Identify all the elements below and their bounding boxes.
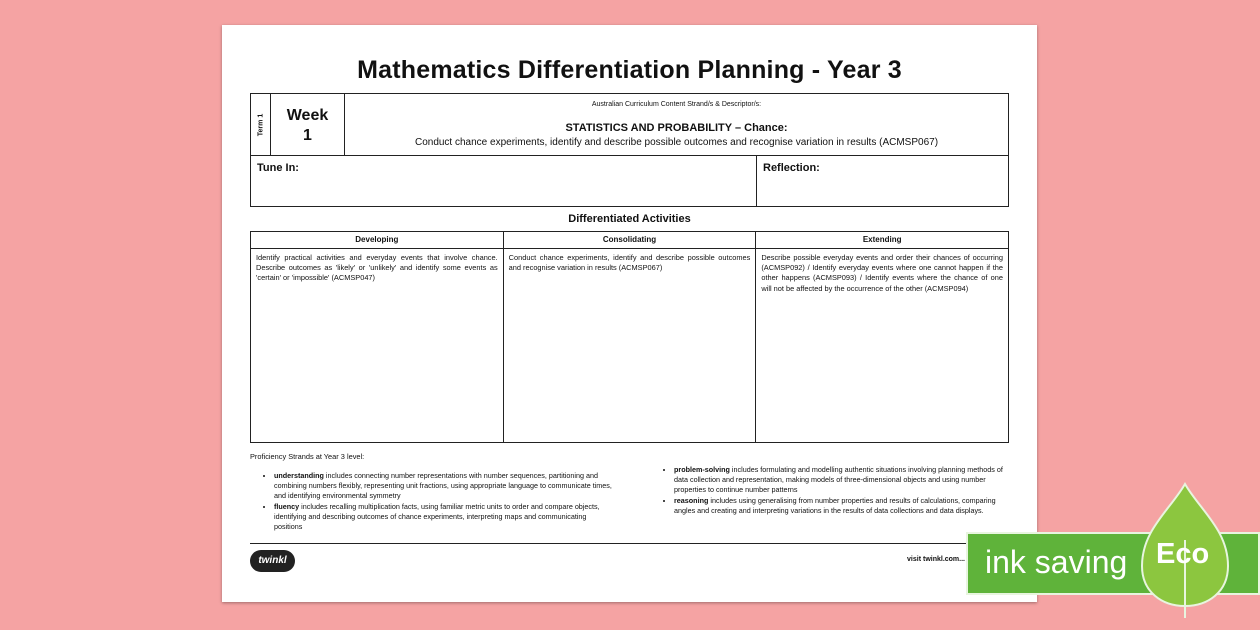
tune-reflection-row	[250, 156, 1009, 207]
list-item: • fluency includes recalling multiplication facts, using familiar metric units to order and compare objects, identifying and describing outcomes of chance experiments, interpreting maps and communicating positions	[274, 502, 614, 532]
reflection-cell	[756, 156, 1008, 206]
column-body: Identify practical activities and everyday events that involve chance. Describe outcomes as 'likely' or 'unlikely' and identify some events as 'certain' or 'impossible' (ACMSP047)	[256, 253, 498, 283]
week-cell	[271, 94, 345, 155]
extending-column	[756, 232, 1008, 442]
developing-column	[251, 232, 504, 442]
curriculum-cell	[345, 94, 1008, 155]
week-number: 1	[303, 127, 312, 144]
proficiency-list-left	[262, 471, 614, 533]
column-header: Extending	[756, 232, 1008, 249]
differentiated-heading: Differentiated Activities	[568, 213, 691, 225]
twinkl-logo: twinkl	[250, 550, 295, 572]
worksheet-page	[222, 25, 1037, 602]
term-cell	[251, 94, 271, 155]
reflection-label: Reflection:	[763, 162, 820, 174]
descriptor-text: Conduct chance experiments, identify and describe possible outcomes and recognise variation in results (ACMSP067)	[414, 137, 939, 148]
footer-divider	[250, 543, 1009, 544]
week-label: Week	[286, 107, 329, 124]
column-body: Describe possible everyday events and order their chances of occurring (ACMSP092) / Identify everyday events where one cannot happen if the other happens (ACMSP093) / Identify events where the chance of one will not be affected by the occurrence of the other (ACMSP094)	[761, 253, 1004, 293]
column-body: Conduct chance experiments, identify and describe possible outcomes and recognise variation in results (ACMSP067)	[508, 253, 751, 273]
proficiency-list-right	[662, 465, 1008, 517]
proficiency-intro: Proficiency Strands at Year 3 level:	[250, 452, 365, 461]
visit-link[interactable]: visit twinkl.com...	[907, 556, 965, 563]
page-title: Mathematics Differentiation Planning - Year 3	[357, 56, 902, 84]
consolidating-column	[504, 232, 757, 442]
activities-table	[250, 231, 1009, 443]
term-label: Term 1	[257, 113, 264, 136]
eco-label: Eco	[1156, 538, 1210, 570]
column-header: Developing	[251, 232, 503, 249]
ink-saving-text: ink saving	[985, 544, 1128, 580]
list-item: • understanding includes connecting number representations with number sequences, partitioning and combining numbers flexibly, representing unit fractions, using appropriate language to communicate times, and identifying environmental symmetry	[274, 471, 614, 501]
column-header: Consolidating	[504, 232, 756, 249]
list-item: • problem-solving includes formulating and modelling authentic situations involving planning methods of data collection and representation, making models of three-dimensional objects and using number properties to continue number patterns	[674, 465, 1008, 495]
strand-heading: STATISTICS AND PROBABILITY – Chance:	[565, 122, 788, 134]
list-item: • reasoning includes using generalising from number properties and results of calculations, comparing angles and creating and interpreting variations in the results of data collections and data displays.	[674, 496, 1008, 516]
tune-in-label: Tune In:	[257, 162, 299, 174]
curriculum-label: Australian Curriculum Content Strand/s & Descriptor/s:	[591, 101, 762, 108]
header-table	[250, 93, 1009, 156]
